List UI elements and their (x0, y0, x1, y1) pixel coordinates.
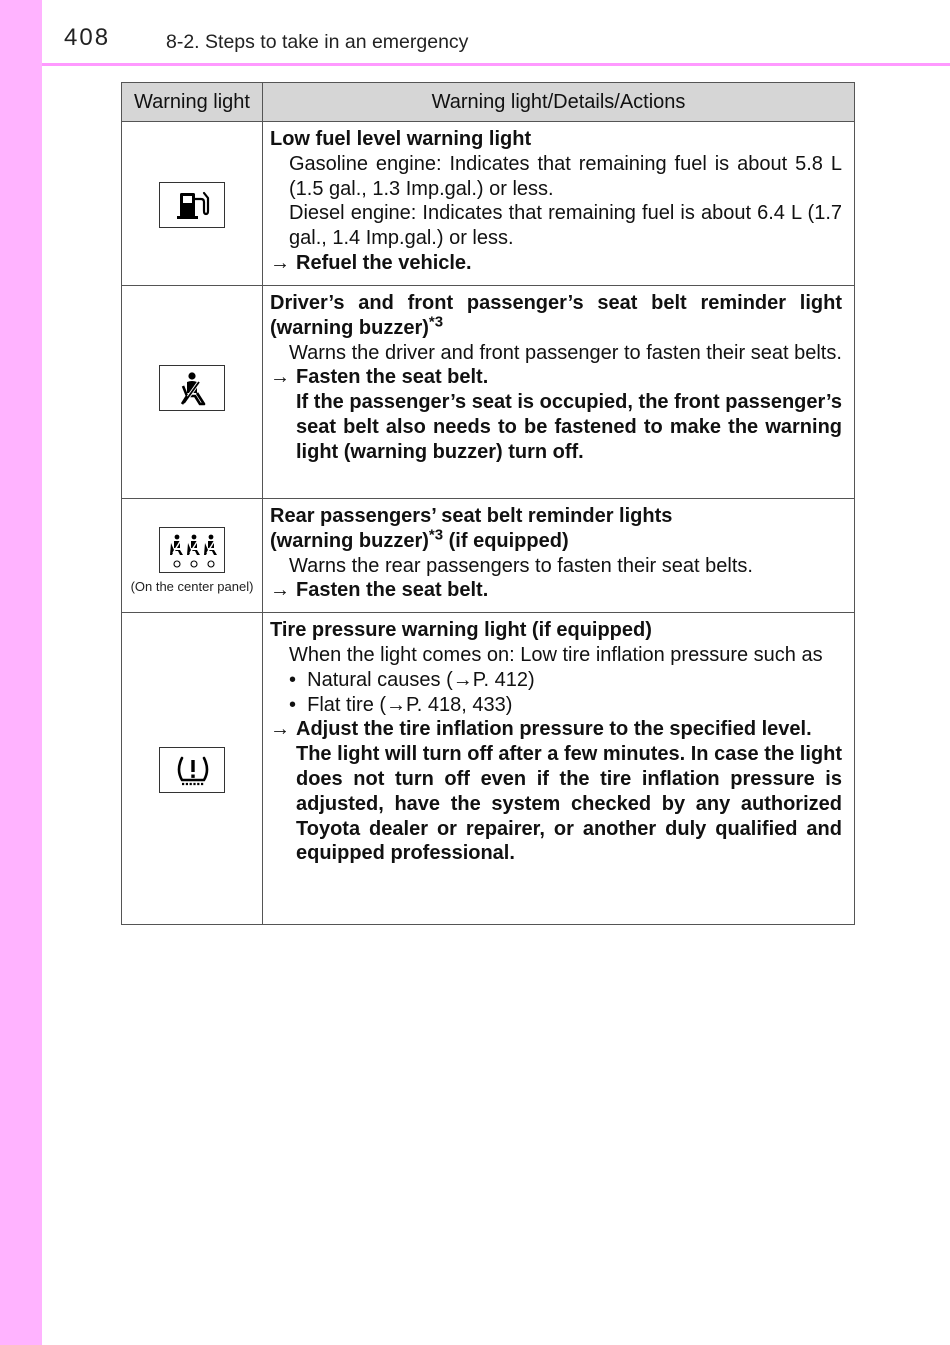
warning-title (270, 291, 842, 341)
column-header-warning-light: Warning light (122, 83, 263, 122)
table-row (122, 122, 855, 286)
detail-text: When the light comes on: Low tire inflation pressure such as (289, 643, 823, 666)
icon-cell (122, 613, 263, 925)
icon-cell (122, 286, 263, 499)
action-text (270, 578, 842, 603)
footnote-mark: *3 (428, 526, 444, 544)
header-rule (42, 63, 950, 66)
side-color-bar (0, 0, 42, 1345)
action-note: The light will turn off after a few minutes. In case the light does not turn off even if the tire inflation pressure is adjusted, have the system checked by any authorized Toyota dealer or repairer, or another duly qualified and equipped professional. (296, 743, 842, 865)
arrow-glyph: → (270, 251, 290, 274)
fuel-pump-icon (159, 182, 225, 228)
action-text (270, 717, 842, 742)
table-row (122, 613, 855, 925)
warning-title: Tire pressure warning light (if equipped) (270, 619, 652, 642)
bullet-glyph: • (289, 693, 297, 716)
rear-seat-belts-icon (159, 527, 225, 573)
action-text (270, 251, 842, 276)
icon-cell (122, 499, 263, 613)
arrow-glyph: → (270, 366, 290, 389)
action-label: Refuel the vehicle. (296, 251, 472, 274)
warning-title-suffix: (if equipped) (443, 529, 569, 552)
details-cell (263, 499, 855, 613)
table-row (122, 286, 855, 499)
warning-title-text: (warning buzzer) (270, 529, 429, 552)
footnote-mark: *3 (428, 313, 444, 331)
action-label: Adjust the tire inflation pressure to the specified level. (296, 718, 812, 741)
details-cell (263, 122, 855, 286)
section-title: 8-2. Steps to take in an emergency (166, 31, 469, 53)
arrow-glyph: → (270, 579, 290, 602)
detail-text: Diesel engine: Indicates that remaining fuel is about 6.4 L (1.7 gal., 1.4 Imp.gal.) or less. (289, 202, 842, 250)
column-header-details: Warning light/Details/Actions (263, 83, 855, 122)
detail-text: Warns the rear passengers to fasten their seat belts. (289, 554, 753, 577)
table-row (122, 499, 855, 613)
table-header-row (122, 83, 855, 122)
action-text (270, 365, 842, 390)
arrow-glyph: → (270, 718, 290, 741)
warning-title: Rear passengers’ seat belt reminder lights (270, 505, 673, 527)
tire-pressure-icon (159, 747, 225, 793)
icon-caption: (On the center panel) (130, 579, 254, 595)
details-cell (263, 613, 855, 925)
warning-title-line2 (270, 526, 842, 554)
action-note: If the passenger’s seat is occupied, the front passenger’s seat belt also needs to be fastened to make the warning light (warning buzzer) turn off. (296, 391, 842, 463)
action-label: Fasten the seat belt. (296, 579, 489, 602)
bullet-item (270, 668, 842, 693)
warning-title-text: Driver’s and front passenger’s seat belt reminder light (warning buzzer) (270, 292, 842, 339)
warning-light-table (121, 82, 855, 925)
bullet-item (270, 693, 842, 718)
detail-text: Gasoline engine: Indicates that remaining fuel is about 5.8 L (1.5 gal., 1.3 Imp.gal.) or less. (289, 152, 842, 200)
bullet-text: Flat tire (→P. 418, 433) (307, 693, 513, 716)
details-cell (263, 286, 855, 499)
warning-title: Low fuel level warning light (270, 128, 532, 150)
detail-text: Warns the driver and front passenger to fasten their seat belts. (289, 341, 842, 364)
bullet-glyph: • (289, 668, 297, 691)
page-number: 408 (64, 24, 111, 51)
action-label: Fasten the seat belt. (296, 366, 489, 389)
seat-belt-icon (159, 365, 225, 411)
bullet-text: Natural causes (→P. 412) (307, 668, 535, 691)
icon-cell (122, 122, 263, 286)
